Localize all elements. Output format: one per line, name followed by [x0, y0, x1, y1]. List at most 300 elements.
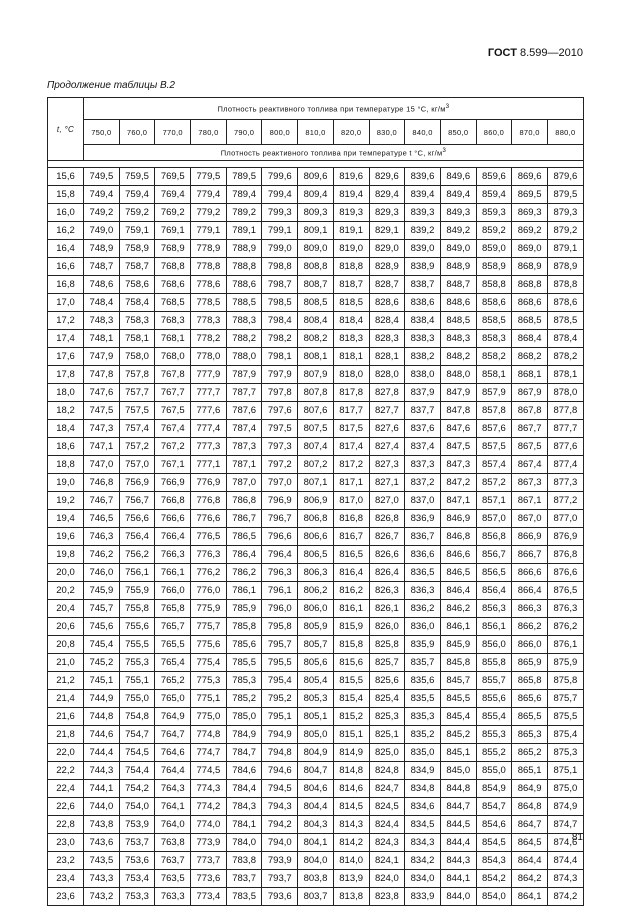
density-cell: 828,7 [369, 276, 405, 294]
density-cell: 788,2 [226, 330, 262, 348]
temperature-cell: 17,2 [48, 312, 84, 330]
density-cell: 866,4 [512, 582, 548, 600]
density-cell: 867,0 [512, 510, 548, 528]
density-cell: 854,6 [476, 816, 512, 834]
temperature-cell: 18,4 [48, 420, 84, 438]
density-cell: 788,3 [226, 312, 262, 330]
temperature-cell: 16,8 [48, 276, 84, 294]
table-row [48, 528, 584, 546]
density-cell: 798,4 [262, 312, 298, 330]
density-cell: 754,8 [119, 708, 155, 726]
density-cell: 765,8 [155, 600, 191, 618]
density-cell: 748,6 [84, 276, 120, 294]
density-cell: 824,0 [369, 870, 405, 888]
table-row [48, 672, 584, 690]
density-cell: 769,4 [155, 186, 191, 204]
density-cell: 763,5 [155, 870, 191, 888]
density-cell: 809,6 [298, 168, 334, 186]
density-cell: 819,1 [333, 222, 369, 240]
temperature-cell: 20,4 [48, 600, 84, 618]
density-cell: 768,8 [155, 258, 191, 276]
density-cell: 755,3 [119, 654, 155, 672]
density-15c-value: 820,0 [333, 120, 369, 145]
density-cell: 743,6 [84, 834, 120, 852]
density-cell: 817,8 [333, 384, 369, 402]
density-cell: 855,6 [476, 690, 512, 708]
density-cell: 876,2 [547, 618, 583, 636]
density-cell: 826,7 [369, 528, 405, 546]
density-cell: 825,8 [369, 636, 405, 654]
temperature-cell: 16,2 [48, 222, 84, 240]
density-cell: 748,3 [84, 312, 120, 330]
density-cell: 838,4 [405, 312, 441, 330]
density-cell: 767,8 [155, 366, 191, 384]
density-cell: 795,2 [262, 690, 298, 708]
density-cell: 838,6 [405, 294, 441, 312]
table-row [48, 420, 584, 438]
density-cell: 836,6 [405, 546, 441, 564]
density-cell: 866,9 [512, 528, 548, 546]
density-cell: 855,0 [476, 762, 512, 780]
density-cell: 767,7 [155, 384, 191, 402]
density-cell: 776,6 [191, 510, 227, 528]
density-cell: 753,4 [119, 870, 155, 888]
density-cell: 796,7 [262, 510, 298, 528]
density-cell: 837,7 [405, 402, 441, 420]
density-cell: 807,2 [298, 456, 334, 474]
density-cell: 754,7 [119, 726, 155, 744]
density-cell: 828,3 [369, 330, 405, 348]
density-cell: 749,0 [84, 222, 120, 240]
density-cell: 869,2 [512, 222, 548, 240]
density-cell: 858,6 [476, 294, 512, 312]
table-row [48, 348, 584, 366]
density-cell: 866,7 [512, 546, 548, 564]
density-cell: 748,7 [84, 258, 120, 276]
density-cell: 797,2 [262, 456, 298, 474]
density-cell: 818,7 [333, 276, 369, 294]
temperature-cell: 22,2 [48, 762, 84, 780]
density-cell: 787,6 [226, 402, 262, 420]
density-cell: 815,9 [333, 618, 369, 636]
density-cell: 878,9 [547, 258, 583, 276]
density-cell: 845,4 [440, 708, 476, 726]
density-cell: 857,5 [476, 438, 512, 456]
density-cell: 826,1 [369, 600, 405, 618]
density-cell: 815,8 [333, 636, 369, 654]
density-cell: 808,5 [298, 294, 334, 312]
density-cell: 875,0 [547, 780, 583, 798]
density-cell: 848,2 [440, 348, 476, 366]
density-cell: 796,9 [262, 492, 298, 510]
density-cell: 794,5 [262, 780, 298, 798]
density-cell: 756,1 [119, 564, 155, 582]
density-cell: 768,9 [155, 240, 191, 258]
table-row [48, 258, 584, 276]
density-cell: 799,6 [262, 168, 298, 186]
density-cell: 856,0 [476, 636, 512, 654]
table-row [48, 312, 584, 330]
density-cell: 743,2 [84, 888, 120, 906]
density-cell: 818,5 [333, 294, 369, 312]
density-cell: 769,1 [155, 222, 191, 240]
density-cell: 766,4 [155, 528, 191, 546]
density-cell: 804,7 [298, 762, 334, 780]
density-cell: 846,5 [440, 564, 476, 582]
density-cell: 824,1 [369, 852, 405, 870]
density-cell: 747,0 [84, 456, 120, 474]
density-cell: 874,4 [547, 852, 583, 870]
density-cell: 829,1 [369, 222, 405, 240]
temperature-cell: 21,8 [48, 726, 84, 744]
density-15c-value: 810,0 [298, 120, 334, 145]
density-cell: 765,0 [155, 690, 191, 708]
density-cell: 815,6 [333, 654, 369, 672]
table-row [48, 834, 584, 852]
density-cell: 818,8 [333, 258, 369, 276]
density-cell: 766,8 [155, 492, 191, 510]
density-cell: 859,6 [476, 168, 512, 186]
density-cell: 806,0 [298, 600, 334, 618]
density-cell: 756,7 [119, 492, 155, 510]
density-15c-unit-sup: 3 [445, 103, 450, 110]
density-cell: 805,1 [298, 708, 334, 726]
density-cell: 826,3 [369, 582, 405, 600]
density-cell: 795,5 [262, 654, 298, 672]
density-cell: 829,4 [369, 186, 405, 204]
density-cell: 845,9 [440, 636, 476, 654]
density-cell: 795,8 [262, 618, 298, 636]
temperature-cell: 22,4 [48, 780, 84, 798]
density-cell: 868,9 [512, 258, 548, 276]
density-cell: 824,3 [369, 834, 405, 852]
density-cell: 849,4 [440, 186, 476, 204]
density-cell: 826,0 [369, 618, 405, 636]
density-cell: 838,7 [405, 276, 441, 294]
density-cell: 788,5 [226, 294, 262, 312]
density-cell: 775,3 [191, 672, 227, 690]
density-cell: 829,3 [369, 204, 405, 222]
temperature-cell: 19,8 [48, 546, 84, 564]
density-cell: 786,8 [226, 492, 262, 510]
density-cell: 777,6 [191, 402, 227, 420]
density-cell: 807,9 [298, 366, 334, 384]
table-row [48, 582, 584, 600]
density-cell: 834,9 [405, 762, 441, 780]
density-cell: 745,1 [84, 672, 120, 690]
density-cell: 784,4 [226, 780, 262, 798]
density-cell: 808,7 [298, 276, 334, 294]
density-cell: 773,4 [191, 888, 227, 906]
density-cell: 775,0 [191, 708, 227, 726]
density-cell: 797,3 [262, 438, 298, 456]
density-cell: 849,2 [440, 222, 476, 240]
density-cell: 867,1 [512, 492, 548, 510]
temperature-cell: 16,6 [48, 258, 84, 276]
density-cell: 783,7 [226, 870, 262, 888]
density-cell: 806,9 [298, 492, 334, 510]
density-cell: 755,1 [119, 672, 155, 690]
density-cell: 854,3 [476, 852, 512, 870]
table-row [48, 870, 584, 888]
density-cell: 827,3 [369, 456, 405, 474]
density-cell: 774,8 [191, 726, 227, 744]
density-cell: 763,7 [155, 852, 191, 870]
density-cell: 856,8 [476, 528, 512, 546]
density-cell: 797,5 [262, 420, 298, 438]
density-cell: 814,8 [333, 762, 369, 780]
density-cell: 869,0 [512, 240, 548, 258]
density-cell: 806,2 [298, 582, 334, 600]
density-cell: 833,9 [405, 888, 441, 906]
density-cell: 875,9 [547, 654, 583, 672]
density-cell: 827,8 [369, 384, 405, 402]
density-cell: 827,1 [369, 474, 405, 492]
density-cell: 844,7 [440, 798, 476, 816]
density-cell: 754,5 [119, 744, 155, 762]
density-cell: 787,9 [226, 366, 262, 384]
temperature-cell: 17,4 [48, 330, 84, 348]
density-cell: 757,2 [119, 438, 155, 456]
density-cell: 747,3 [84, 420, 120, 438]
density-cell: 746,7 [84, 492, 120, 510]
document-header [488, 47, 583, 59]
density-cell: 744,0 [84, 798, 120, 816]
density-cell: 878,5 [547, 312, 583, 330]
density-cell: 777,3 [191, 438, 227, 456]
density-cell: 824,5 [369, 798, 405, 816]
density-cell: 879,2 [547, 222, 583, 240]
density-cell: 854,0 [476, 888, 512, 906]
density-cell: 848,0 [440, 366, 476, 384]
density-cell: 747,5 [84, 402, 120, 420]
density-cell: 777,9 [191, 366, 227, 384]
density-cell: 865,8 [512, 672, 548, 690]
density-cell: 869,6 [512, 168, 548, 186]
density-cell: 779,5 [191, 168, 227, 186]
table-row [48, 798, 584, 816]
table-row [48, 186, 584, 204]
density-cell: 834,2 [405, 852, 441, 870]
density-cell: 855,3 [476, 726, 512, 744]
density-cell: 829,6 [369, 168, 405, 186]
density-cell: 743,3 [84, 870, 120, 888]
density-cell: 844,1 [440, 870, 476, 888]
density-cell: 789,2 [226, 204, 262, 222]
density-cell: 805,0 [298, 726, 334, 744]
density-cell: 778,5 [191, 294, 227, 312]
density-cell: 824,4 [369, 816, 405, 834]
density-cell: 766,6 [155, 510, 191, 528]
density-cell: 824,8 [369, 762, 405, 780]
density-cell: 847,9 [440, 384, 476, 402]
density-cell: 845,1 [440, 744, 476, 762]
density-cell: 798,8 [262, 258, 298, 276]
density-cell: 848,7 [440, 276, 476, 294]
density-cell: 868,6 [512, 294, 548, 312]
density-cell: 777,1 [191, 456, 227, 474]
density-cell: 767,1 [155, 456, 191, 474]
density-cell: 855,4 [476, 708, 512, 726]
table-row [48, 762, 584, 780]
density-15c-value: 840,0 [405, 120, 441, 145]
density-cell: 877,4 [547, 456, 583, 474]
density-cell: 769,2 [155, 204, 191, 222]
density-cell: 877,2 [547, 492, 583, 510]
density-cell: 789,5 [226, 168, 262, 186]
density-cell: 776,0 [191, 582, 227, 600]
density-cell: 795,4 [262, 672, 298, 690]
density-cell: 854,5 [476, 834, 512, 852]
density-cell: 844,5 [440, 816, 476, 834]
density-cell: 818,0 [333, 366, 369, 384]
density-cell: 744,8 [84, 708, 120, 726]
density-cell: 813,8 [333, 888, 369, 906]
density-cell: 746,3 [84, 528, 120, 546]
table-row [48, 708, 584, 726]
density-cell: 768,3 [155, 312, 191, 330]
density-15c-value: 790,0 [226, 120, 262, 145]
density-cell: 817,5 [333, 420, 369, 438]
density-cell: 858,8 [476, 276, 512, 294]
density-cell: 858,2 [476, 348, 512, 366]
density-cell: 844,4 [440, 834, 476, 852]
density-cell: 785,6 [226, 636, 262, 654]
density-cell: 769,5 [155, 168, 191, 186]
density-cell: 804,3 [298, 816, 334, 834]
density-cell: 836,2 [405, 600, 441, 618]
density-cell: 775,4 [191, 654, 227, 672]
temperature-cell: 23,6 [48, 888, 84, 906]
standard-code: ГОСТ [487, 47, 517, 59]
temperature-cell: 19,0 [48, 474, 84, 492]
density-cell: 776,5 [191, 528, 227, 546]
table-row [48, 564, 584, 582]
density-cell: 848,5 [440, 312, 476, 330]
density-cell: 785,5 [226, 654, 262, 672]
density-cell: 788,9 [226, 240, 262, 258]
density-cell: 799,4 [262, 186, 298, 204]
temperature-cell: 23,0 [48, 834, 84, 852]
density-cell: 864,9 [512, 780, 548, 798]
density-cell: 756,9 [119, 474, 155, 492]
density-cell: 805,4 [298, 672, 334, 690]
density-cell: 867,4 [512, 456, 548, 474]
density-cell: 828,1 [369, 348, 405, 366]
density-cell: 865,1 [512, 762, 548, 780]
density-cell: 776,9 [191, 474, 227, 492]
density-cell: 856,3 [476, 600, 512, 618]
density-cell: 773,6 [191, 870, 227, 888]
density-cell: 835,9 [405, 636, 441, 654]
density-cell: 757,0 [119, 456, 155, 474]
density-cell: 757,7 [119, 384, 155, 402]
density-cell: 849,3 [440, 204, 476, 222]
density-cell: 864,5 [512, 834, 548, 852]
density-cell: 759,1 [119, 222, 155, 240]
density-cell: 775,9 [191, 600, 227, 618]
temperature-cell: 19,4 [48, 510, 84, 528]
density-cell: 875,7 [547, 690, 583, 708]
density-cell: 797,6 [262, 402, 298, 420]
density-cell: 749,2 [84, 204, 120, 222]
density-cell: 816,4 [333, 564, 369, 582]
temperature-cell: 18,0 [48, 384, 84, 402]
density-cell: 817,0 [333, 492, 369, 510]
table-row [48, 240, 584, 258]
density-cell: 795,1 [262, 708, 298, 726]
density-cell: 815,2 [333, 708, 369, 726]
density-cell: 825,6 [369, 672, 405, 690]
density-cell: 814,6 [333, 780, 369, 798]
density-cell: 797,0 [262, 474, 298, 492]
table-row [48, 276, 584, 294]
table-row [48, 492, 584, 510]
density-cell: 834,0 [405, 870, 441, 888]
table-row [48, 618, 584, 636]
table-row [48, 366, 584, 384]
density-cell: 828,4 [369, 312, 405, 330]
density-cell: 857,2 [476, 474, 512, 492]
density-cell: 794,2 [262, 816, 298, 834]
density-cell: 864,2 [512, 870, 548, 888]
density-cell: 839,0 [405, 240, 441, 258]
density-cell: 806,5 [298, 546, 334, 564]
density-cell: 785,9 [226, 600, 262, 618]
density-cell: 787,1 [226, 456, 262, 474]
density-15c-header [84, 98, 584, 120]
density-cell: 799,1 [262, 222, 298, 240]
density-cell: 827,6 [369, 420, 405, 438]
density-cell: 805,7 [298, 636, 334, 654]
density-cell: 767,4 [155, 420, 191, 438]
table-row [48, 636, 584, 654]
temperature-cell: 21,0 [48, 654, 84, 672]
density-cell: 766,3 [155, 546, 191, 564]
density-cell: 744,9 [84, 690, 120, 708]
density-cell: 796,6 [262, 528, 298, 546]
density-cell: 879,3 [547, 204, 583, 222]
density-cell: 775,7 [191, 618, 227, 636]
table-row [48, 600, 584, 618]
density-cell: 804,9 [298, 744, 334, 762]
density-cell: 865,2 [512, 744, 548, 762]
density-cell: 876,3 [547, 600, 583, 618]
density-15c-value: 750,0 [84, 120, 120, 145]
density-cell: 794,6 [262, 762, 298, 780]
density-cell: 868,2 [512, 348, 548, 366]
density-cell: 807,4 [298, 438, 334, 456]
density-cell: 787,7 [226, 384, 262, 402]
density-cell: 805,6 [298, 654, 334, 672]
density-cell: 786,7 [226, 510, 262, 528]
density-cell: 788,6 [226, 276, 262, 294]
density-cell: 865,5 [512, 708, 548, 726]
density-cell: 767,5 [155, 402, 191, 420]
density-cell: 815,1 [333, 726, 369, 744]
density-cell: 827,4 [369, 438, 405, 456]
density-cell: 747,9 [84, 348, 120, 366]
density-cell: 867,9 [512, 384, 548, 402]
density-cell: 753,3 [119, 888, 155, 906]
density-table [47, 97, 584, 906]
density-cell: 837,4 [405, 438, 441, 456]
density-cell: 844,0 [440, 888, 476, 906]
standard-number: 8.599—2010 [516, 47, 583, 59]
density-cell: 847,2 [440, 474, 476, 492]
density-cell: 754,2 [119, 780, 155, 798]
density-cell: 858,5 [476, 312, 512, 330]
